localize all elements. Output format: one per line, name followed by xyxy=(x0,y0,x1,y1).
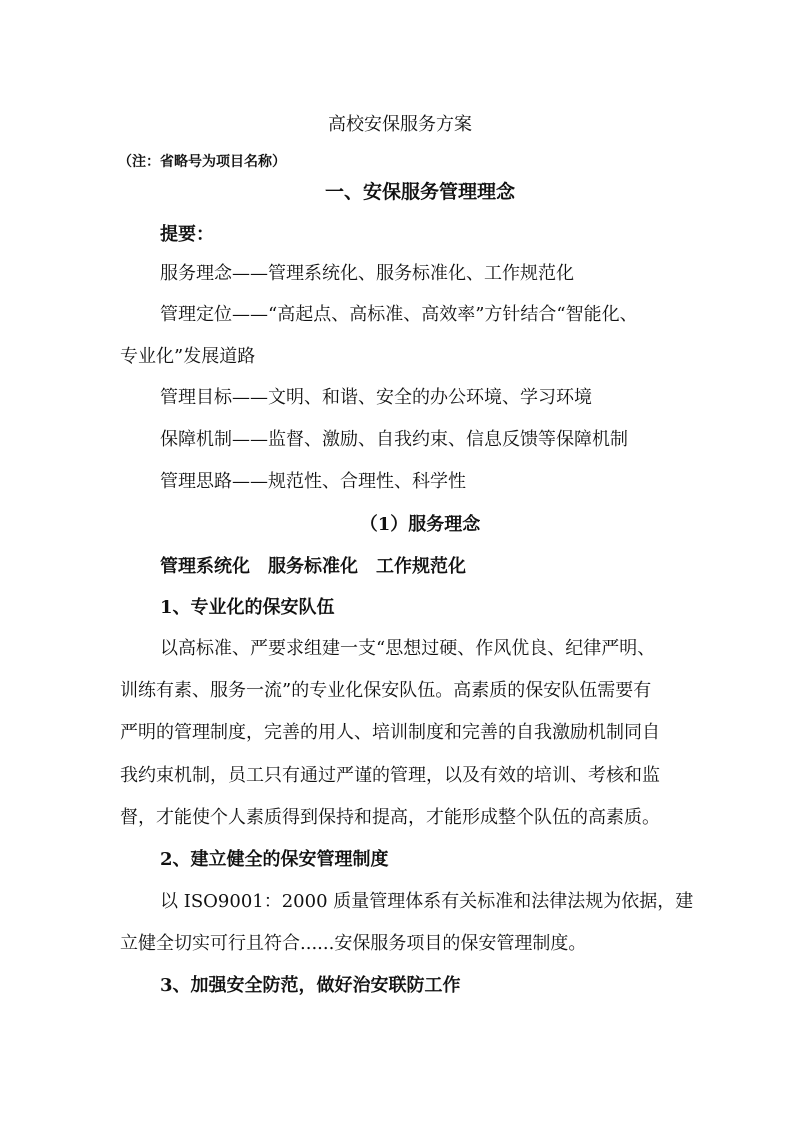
document-title: 高校安保服务方案 xyxy=(328,114,472,135)
summary-line: 保障机制——监督、激励、自我约束、信息反馈等保障机制 xyxy=(160,429,628,450)
item-heading: 1、专业化的保安队伍 xyxy=(160,597,335,618)
summary-line: 管理定位——“高起点、高标准、高效率”方针结合“智能化、 xyxy=(160,304,638,325)
paragraph-line: 严明的管理制度，完善的用人、培训制度和完善的自我激励机制同自 xyxy=(120,722,660,743)
item-heading: 3、加强安全防范，做好治安联防工作 xyxy=(160,975,461,996)
summary-label: 提要： xyxy=(160,224,214,245)
paragraph-line: 以 ISO9001：2000 质量管理体系有关标准和法律法规为依据，建 xyxy=(160,891,694,912)
item-heading: 2、建立健全的保安管理制度 xyxy=(160,849,389,870)
paragraph-line: 训练有素、服务一流”的专业化保安队伍。高素质的保安队伍需要有 xyxy=(120,680,652,701)
document-note: （注：省略号为项目名称） xyxy=(118,154,286,170)
paragraph-line: 我约束机制，员工只有通过严谨的管理，以及有效的培训、考核和监 xyxy=(120,765,660,786)
summary-line: 专业化”发展道路 xyxy=(120,346,256,367)
paragraph-line: 以高标准、严要求组建一支“思想过硬、作风优良、纪律严明、 xyxy=(160,638,656,659)
subsection-heading: （1）服务理念 xyxy=(359,514,481,535)
section-heading: 一、安保服务管理理念 xyxy=(324,181,515,203)
concept-line: 管理系统化 服务标准化 工作规范化 xyxy=(160,556,466,577)
summary-line: 服务理念——管理系统化、服务标准化、工作规范化 xyxy=(160,263,574,284)
paragraph-line: 立健全切实可行且符合......安保服务项目的保安管理制度。 xyxy=(120,933,587,954)
paragraph-line: 督，才能使个人素质得到保持和提高，才能形成整个队伍的高素质。 xyxy=(120,807,660,828)
summary-line: 管理思路——规范性、合理性、科学性 xyxy=(160,471,466,492)
summary-line: 管理目标——文明、和谐、安全的办公环境、学习环境 xyxy=(160,387,592,408)
